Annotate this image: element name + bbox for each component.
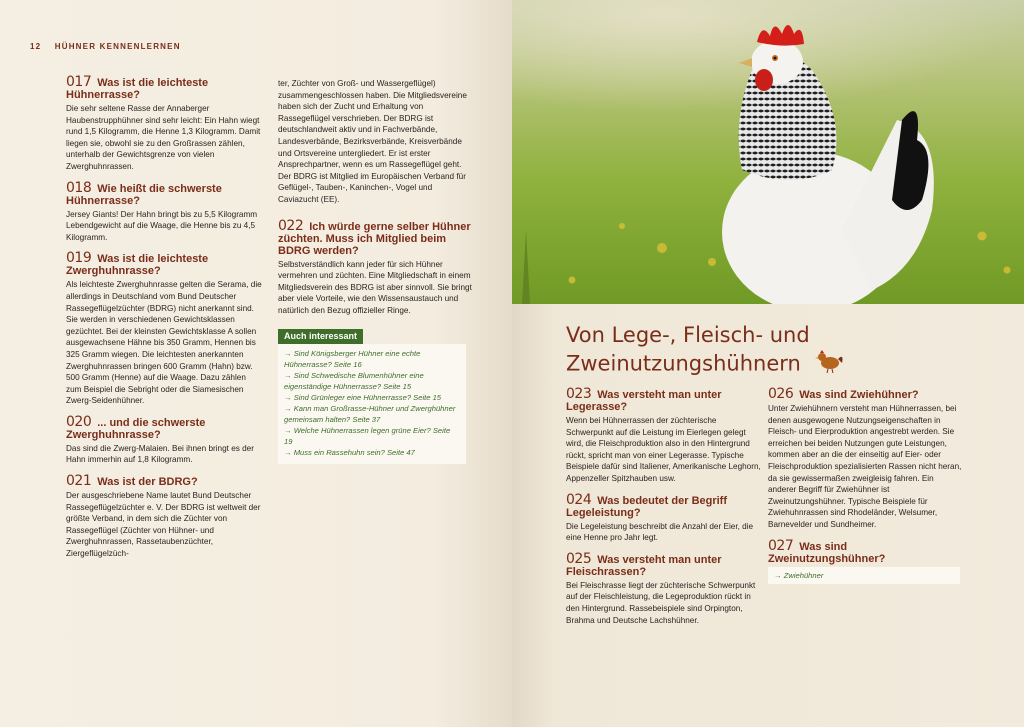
question-title: Ich würde gerne selber Hühner züchten. Muss ich Mitglied beim BDRG werden? bbox=[278, 220, 471, 257]
chicken-photo bbox=[512, 0, 1024, 304]
cross-reference-link[interactable]: → Sind Königsberger Hühner eine echte Hühnerrasse? Seite 16 bbox=[284, 349, 421, 370]
question-024 bbox=[566, 491, 762, 544]
answer-text: Unter Zwiehühnern versteht man Hühnerrassen, bei denen ausgewogene Nutzungseigenschaften in Fleisch- und Eierproduktion angestrebt werden. Sie erreichen bei beiden Nutzungen gute Leistungen, kommen aber an die der einseitig auf Eier- oder Fleischproduktion spezialisierten Rassen nicht heran, da sie gewissermaßen zweigleisig fahren. Ein anderer Begriff für Zwiehühner ist Zweinutzungshühner. Typische Beispiele für Zwiehuhnrassen sind Rhodeländer, Welsumer, Barnevelder und Sundheimer. bbox=[768, 404, 962, 529]
question-number: 018 bbox=[66, 179, 92, 196]
question-025 bbox=[566, 550, 762, 626]
question-title: ... und die schwerste Zwerghuhnrasse? bbox=[66, 416, 206, 441]
question-020 bbox=[66, 413, 262, 466]
page-number: 12 bbox=[30, 42, 42, 51]
cross-reference-link[interactable]: → Sind Schwedische Blumenhühner eine eigenständige Hühnerrasse? Seite 15 bbox=[284, 371, 424, 392]
question-027 bbox=[768, 537, 964, 585]
section-heading bbox=[566, 322, 844, 380]
question-number: 026 bbox=[768, 386, 794, 402]
cross-reference-link[interactable]: → Muss ein Rassehuhn sein? Seite 47 bbox=[284, 448, 415, 458]
question-title: Was versteht man unter Legerasse? bbox=[566, 389, 722, 413]
left-column-1 bbox=[66, 76, 262, 569]
answer-text: Selbstverständlich kann jeder für sich Hühner vermehren und züchten. Eine Mitgliedschaft in einem Mitgliedsverein des BDRG ist aber sinnvoll. Sie bringt aber viele Vorteile, wie den Wissensaustauch und natürlich den Bezug offizieller Ringe. bbox=[278, 259, 472, 315]
question-number: 025 bbox=[566, 550, 592, 567]
question-022 bbox=[278, 217, 474, 317]
question-number: 019 bbox=[66, 250, 92, 267]
page-header bbox=[30, 42, 181, 51]
cross-reference-link[interactable]: → Welche Hühnerrassen legen grüne Eier? Seite 19 bbox=[284, 426, 451, 447]
question-title: Was ist die leichteste Zwerghuhnrasse? bbox=[66, 253, 209, 278]
answer-continuation: ter, Züchter von Groß- und Wassergeflügel) zusammengeschlossen haben. Die Mitgliedsvereine haben sich der Zucht und Erhaltung von Rassegeflügel verschrieben. Der BDRG ist deutschlandweit aktiv und in Fachverbände, Landesverbände, Bezirksverbände, Kreisverbände und Ortsvereine untergliedert. Er ist erster Ansprechpartner, wenn es um Rassegeflügel geht. Der BDRG ist Mitglied im Europäischen Verband für Geflügel-, Tauben-, Kaninchen-, Vogel und Caviazucht (EE). bbox=[278, 79, 467, 204]
question-title: Was sind Zwiehühner? bbox=[799, 389, 919, 401]
question-title: Was bedeutet der Begriff Legeleistung? bbox=[566, 494, 728, 519]
question-title: Was ist der BDRG? bbox=[97, 476, 198, 489]
question-title: Was sind Zweinutzungshühner? bbox=[768, 540, 886, 565]
answer-text: Die sehr seltene Rasse der Annaberger Haubenstrupphühner sind sehr leicht: Ein Hahn wiegt rund 1,5 Kilogramm, die Henne 1,3 Kilogramm. Damit liegen sie, obwohl sie zu den Großrassen zählen, unterhalb der Gewichtsgrenze von vielen Zwerghuhnrassen. bbox=[66, 104, 261, 171]
question-number: 027 bbox=[768, 537, 794, 554]
question-023 bbox=[566, 388, 762, 485]
cross-reference-link[interactable]: → Sind Grünleger eine Hühnerrasse? Seite 15 bbox=[284, 393, 442, 403]
answer-text: Die Legeleistung beschreibt die Anzahl der Eier, die eine Henne pro Jahr legt. bbox=[566, 521, 754, 543]
question-021 bbox=[66, 475, 262, 560]
question-026 bbox=[768, 388, 964, 531]
right-column-1 bbox=[566, 388, 762, 635]
question-018 bbox=[66, 179, 262, 244]
question-number: 020 bbox=[66, 413, 92, 430]
question-title: Was ist die leichteste Hühnerrasse? bbox=[66, 77, 209, 101]
section-heading-line-1: Von Lege-, Fleisch- und bbox=[566, 323, 810, 347]
question-number: 024 bbox=[566, 491, 592, 508]
answer-text: Das sind die Zwerg-Malaien. Bei ihnen bringt es der Hahn immerhin auf 1,8 Kilogramm. bbox=[66, 443, 254, 465]
question-title: Wie heißt die schwerste Hühnerrasse? bbox=[66, 182, 222, 207]
cross-reference-list bbox=[278, 344, 466, 464]
section-heading-line-2: Zweinutzungshühnern bbox=[566, 349, 844, 380]
answer-text: Wenn bei Hühnerrassen der züchterische Schwerpunkt auf die Leistung im Eierlegen gelegt wird, die Fleischproduktion also in den Hintergrund rückt, spricht man von einer Legerasse. Typische Beispiele dafür sind Italiener, Amerikanische Leghorn, Appenzeller Spitzhauben usw. bbox=[566, 416, 761, 483]
cross-reference-link[interactable]: → Kann man Großrasse-Hühner und Zwerghühner gemeinsam halten? Seite 37 bbox=[284, 404, 456, 425]
question-title: Was versteht man unter Fleischrassen? bbox=[566, 553, 722, 578]
question-number: 023 bbox=[566, 386, 592, 402]
left-column-2 bbox=[278, 76, 474, 464]
question-019 bbox=[66, 252, 262, 407]
answer-text: Der ausgeschriebene Name lautet Bund Deutscher Rassegeflügelzüchter e. V. Der BDRG ist weltweit der größte Verband, in dem sich die Züchter von Rassegeflügel (Züchter von Hühner- und Zwerghuhnrassen, Rassetaubenzüchter, Ziergeflügelzüch- bbox=[66, 491, 261, 559]
also-interesting-title: Auch interessant bbox=[278, 329, 363, 345]
question-number: 017 bbox=[66, 74, 92, 90]
answer-text: Bei Fleischrasse liegt der züchterische Schwerpunkt auf der Fleischleistung, die Legeproduktion rückt in den Hintergrund. Rassebeispiele sind Orpington, Brahma und Deutsche Lachshühner. bbox=[566, 580, 756, 625]
section-title: HÜHNER KENNENLERNEN bbox=[54, 42, 181, 51]
question-number: 021 bbox=[66, 473, 92, 490]
cross-reference-link[interactable]: → Zwiehühner bbox=[768, 567, 960, 585]
chicken-icon bbox=[814, 349, 844, 380]
question-017 bbox=[66, 76, 262, 173]
answer-text: Als leichteste Zwerghuhnrasse gelten die Serama, die allerdings in Deutschland vom Bund Deutscher Rassegeflügelzüchter (BDRG) nicht anerkannt sind. Sie werden in verschiedenen Gewichtsklassen gezüchtet. Bei der kleinsten Gewichtsklasse A sollen ausgewachsene Hähne bis 350 Gramm, Hennen bis 325 Gramm wiegen. Die leichtesten anerkannten Zwerghuhnrassen bringen 600 Gramm (Hahn) bzw. 500 Gramm (Henne) auf die Waage. Dazu zählen zum Beispiel die Sebright oder die Siamesischen Zwerg-Seidenhühner. bbox=[66, 280, 262, 406]
answer-text: Jersey Giants! Der Hahn bringt bis zu 5,5 Kilogramm Lebendgewicht auf die Waage, die Henne bis zu 4,5 Kilogramm. bbox=[66, 209, 258, 242]
right-column-2 bbox=[768, 388, 964, 593]
also-interesting-box bbox=[278, 329, 466, 465]
question-number: 022 bbox=[278, 217, 304, 234]
